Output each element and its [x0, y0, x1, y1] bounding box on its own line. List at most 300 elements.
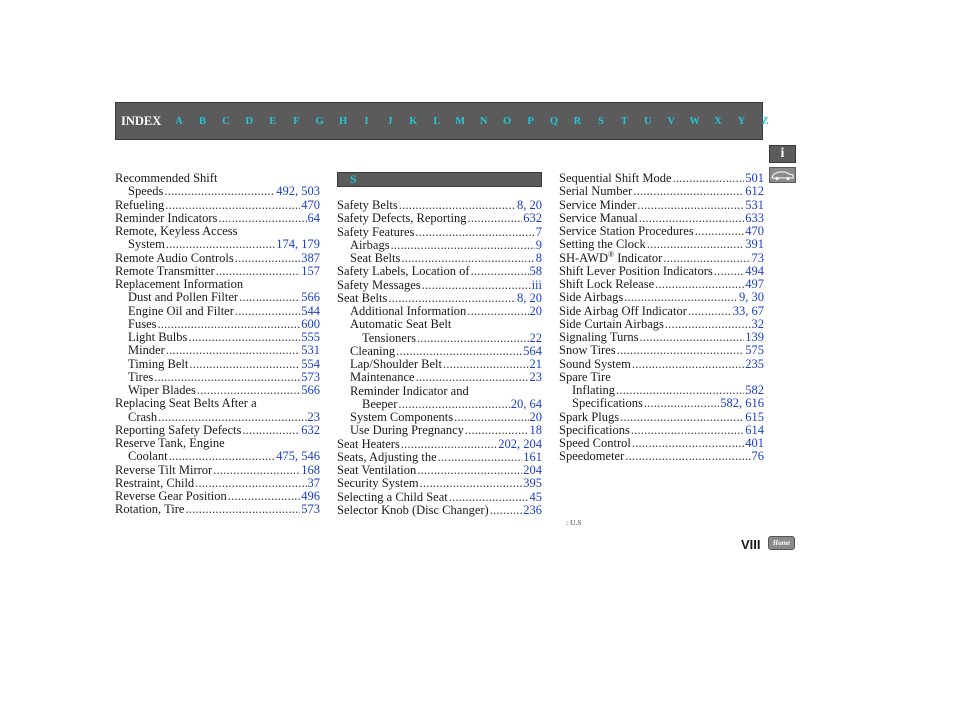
index-entry[interactable] [559, 278, 764, 291]
dot-leader [185, 503, 300, 516]
index-entry-text: Safety Defects, Reporting [337, 211, 467, 226]
page-reference-link[interactable]: 531 [301, 343, 320, 358]
index-entry[interactable] [115, 185, 320, 198]
index-entry[interactable] [115, 384, 320, 397]
index-entry-text: Spark Plugs [559, 409, 620, 424]
index-nav-bar [115, 102, 769, 140]
page-reference-link[interactable]: 632 [301, 422, 320, 437]
dot-leader [467, 212, 522, 225]
page-reference-link[interactable]: 235 [745, 356, 764, 371]
index-entry-text: Minder [128, 343, 165, 358]
index-entry[interactable] [559, 358, 764, 371]
index-entry-text: Sequential Shift Mode [559, 171, 672, 185]
index-entry[interactable] [559, 411, 764, 424]
index-entry-text: Reminder Indicator and [350, 383, 469, 398]
dot-leader [399, 199, 516, 212]
dot-leader [398, 398, 509, 411]
index-entry-text: Tires [128, 369, 154, 384]
dot-leader [164, 185, 275, 198]
index-entry-text: Cleaning [350, 343, 396, 358]
page-reference-link[interactable]: 157 [301, 263, 320, 278]
index-entry[interactable] [559, 344, 764, 357]
index-entry[interactable] [559, 318, 764, 331]
index-entry[interactable] [115, 503, 320, 516]
index-entry [559, 371, 764, 384]
dot-leader [644, 397, 719, 410]
page-reference-link[interactable]: 564 [523, 343, 542, 358]
dot-leader [665, 318, 751, 331]
page-reference-link[interactable]: 555 [301, 330, 320, 344]
page-reference-link[interactable]: 18 [529, 423, 542, 438]
index-entry[interactable] [337, 464, 542, 477]
page-reference-link[interactable]: 8 [535, 251, 542, 265]
info-icon: i [780, 146, 785, 161]
dot-leader [633, 185, 744, 198]
index-entry[interactable] [115, 238, 320, 251]
index-entry[interactable] [337, 292, 542, 305]
index-entry-text: Specifications [559, 422, 630, 437]
index-entry[interactable] [337, 199, 542, 212]
index-entry[interactable] [115, 252, 320, 265]
page-reference-link[interactable]: 9 [535, 237, 542, 252]
page-reference-link[interactable]: 566 [301, 290, 320, 305]
dot-leader [416, 371, 529, 384]
dot-leader [616, 384, 744, 397]
index-letter-z[interactable]: Z [761, 115, 769, 127]
dot-leader [195, 477, 306, 490]
page-reference-link[interactable]: 632 [523, 211, 542, 226]
index-entry-text: Seat Heaters [337, 436, 400, 451]
index-letter-f[interactable]: F [292, 115, 300, 127]
dot-leader [401, 252, 534, 265]
dot-leader [647, 238, 744, 251]
dot-leader [443, 358, 529, 371]
index-entry[interactable] [115, 450, 320, 463]
index-letter-i[interactable]: I [364, 115, 369, 127]
page-reference-link[interactable]: 573 [301, 502, 320, 517]
index-entry[interactable] [115, 371, 320, 384]
index-entry-text: Engine Oil and Filter [128, 303, 234, 318]
index-letter-s[interactable]: S [597, 115, 604, 127]
dot-leader [420, 477, 523, 490]
index-entry-text: Automatic Seat Belt [350, 317, 452, 332]
page-reference-link[interactable]: 600 [301, 316, 320, 331]
index-letter-y[interactable]: Y [737, 115, 746, 127]
index-entry-text: Tensioners [362, 330, 416, 345]
index-entry[interactable] [115, 318, 320, 331]
index-entry-text: Timing Belt [128, 356, 189, 371]
index-letter-m[interactable]: M [455, 115, 466, 127]
index-letter-q[interactable]: Q [549, 115, 559, 127]
dot-leader [213, 464, 300, 477]
page-reference-link[interactable]: 475, 546 [276, 449, 320, 464]
index-entry[interactable] [115, 212, 320, 225]
index-entry[interactable] [559, 238, 764, 251]
index-letter-x[interactable]: X [714, 115, 722, 127]
dot-leader [158, 411, 306, 424]
index-entry[interactable] [337, 279, 542, 292]
dot-leader [197, 384, 300, 397]
dot-leader [157, 318, 300, 331]
page-reference-link[interactable]: 20 [529, 410, 542, 424]
index-entry-text: Safety Messages [337, 277, 421, 292]
index-letter-u[interactable]: U [643, 115, 652, 127]
index-letter-o[interactable]: O [503, 115, 512, 127]
index-entry-text: Wiper Blades [128, 383, 196, 397]
index-entry[interactable] [115, 490, 320, 503]
index-entry[interactable] [559, 291, 764, 304]
index-entry-text: System Components [350, 410, 454, 424]
index-entry[interactable] [559, 305, 764, 318]
index-entry-text: Spare Tire [559, 369, 611, 384]
dot-leader [449, 491, 529, 504]
page-reference-link[interactable]: 161 [523, 449, 542, 464]
index-entry [115, 172, 320, 185]
index-letter-k[interactable]: K [409, 115, 418, 127]
index-entry-text: System [128, 237, 165, 252]
index-letter-l[interactable]: L [433, 115, 441, 127]
page-reference-link[interactable]: 582, 616 [720, 396, 764, 411]
index-entry[interactable] [559, 265, 764, 278]
index-entry[interactable] [559, 199, 764, 212]
page-reference-link[interactable]: 8, 20 [517, 198, 542, 212]
dot-leader [218, 212, 306, 225]
page-reference-link[interactable]: 401 [745, 436, 764, 450]
index-entry[interactable] [559, 437, 764, 450]
index-letter-a[interactable]: A [175, 115, 183, 127]
dot-leader [688, 305, 732, 318]
index-entry-text: Service Station Procedures [559, 224, 694, 238]
index-column-2 [337, 172, 542, 517]
page-reference-link[interactable]: 58 [529, 264, 542, 279]
index-entry [115, 437, 320, 450]
index-entry[interactable] [559, 397, 764, 410]
dot-leader [663, 252, 750, 265]
index-entry-text: Reporting Safety Defects [115, 422, 242, 437]
index-entry-text: Setting the Clock [559, 237, 646, 252]
car-button[interactable] [769, 167, 796, 183]
page-reference-link[interactable]: 497 [745, 277, 764, 291]
page-reference-link[interactable]: 492, 503 [276, 184, 320, 199]
dot-leader [490, 504, 523, 517]
index-letter-links [167, 116, 776, 127]
index-entry[interactable] [337, 239, 542, 252]
dot-leader [239, 291, 300, 304]
dot-leader [242, 424, 300, 437]
dot-leader [471, 265, 529, 278]
index-entry-text: Refueling [115, 197, 165, 212]
page-reference-link[interactable]: 32 [751, 316, 764, 331]
page-reference-link[interactable]: 554 [301, 356, 320, 371]
index-entry[interactable] [337, 265, 542, 278]
index-entry[interactable] [337, 305, 542, 318]
dot-leader [673, 172, 745, 185]
index-entry [115, 397, 320, 410]
dot-leader [632, 358, 744, 371]
index-entry[interactable] [337, 438, 542, 451]
index-entry[interactable] [115, 424, 320, 437]
page-reference-link[interactable]: 236 [523, 502, 542, 517]
page-reference-link[interactable]: 573 [301, 369, 320, 384]
index-entry-text: Remote Audio Controls [115, 250, 234, 265]
index-entry[interactable] [337, 358, 542, 371]
index-entry[interactable] [115, 291, 320, 304]
index-entry[interactable] [337, 411, 542, 424]
index-entry-text: Seat Belts [337, 290, 388, 305]
index-entry-text: Restraint, Child [115, 475, 195, 490]
index-letter-g[interactable]: G [315, 115, 324, 127]
dot-leader [625, 450, 750, 463]
index-letter-t[interactable]: T [620, 115, 628, 127]
index-entry-text: Side Airbag Off Indicator [559, 303, 687, 318]
index-entry-text: Reminder Indicators [115, 210, 218, 225]
index-entry[interactable] [559, 185, 764, 198]
index-label: INDEX [121, 113, 162, 128]
index-entry-text: Seats, Adjusting the [337, 449, 437, 464]
index-entry-text: Selector Knob (Disc Changer) [337, 502, 489, 517]
index-entry[interactable] [559, 450, 764, 463]
index-entry-text: Lap/Shoulder Belt [350, 357, 442, 371]
dot-leader [417, 332, 529, 345]
page-reference-link[interactable]: 614 [745, 422, 764, 437]
index-entry [337, 385, 542, 398]
page-reference-link[interactable]: 202, 204 [498, 436, 542, 451]
index-entry[interactable] [337, 504, 542, 517]
index-entry-text: Shift Lock Release [559, 277, 655, 291]
index-entry-text: Service Manual [559, 210, 638, 225]
page-reference-link[interactable]: 73 [751, 250, 764, 265]
index-entry[interactable] [337, 451, 542, 464]
dot-leader [165, 199, 300, 212]
dot-leader [417, 464, 522, 477]
index-entry[interactable] [337, 477, 542, 490]
dot-leader [695, 225, 745, 238]
index-entry-text: Coolant [128, 449, 168, 464]
dot-leader [166, 238, 275, 251]
dot-leader [388, 292, 516, 305]
index-entry[interactable] [337, 424, 542, 437]
page-reference-link[interactable]: 544 [301, 303, 320, 318]
page-reference-link[interactable]: 501 [745, 171, 764, 185]
dot-leader [454, 411, 528, 424]
page-reference-link[interactable]: 20, 64 [510, 396, 542, 411]
index-entry-text: Seat Belts [350, 251, 401, 265]
page-reference-link[interactable]: 33, 67 [732, 303, 764, 318]
page-reference-link[interactable]: 582 [745, 383, 764, 397]
page-reference-link[interactable]: iii [531, 277, 542, 292]
dot-leader [624, 291, 738, 304]
dot-leader [422, 279, 531, 292]
index-entry [337, 318, 542, 331]
index-entry[interactable] [559, 424, 764, 437]
page-reference-link[interactable]: 23 [529, 370, 542, 385]
index-entry-text: Remote Transmitter [115, 263, 215, 278]
index-entry-text: Remote, Keyless Access [115, 224, 238, 238]
page-reference-link[interactable]: 8, 20 [517, 290, 542, 305]
index-entry [115, 225, 320, 238]
index-entry[interactable] [559, 172, 764, 185]
index-entry[interactable] [337, 332, 542, 345]
index-entry[interactable] [115, 464, 320, 477]
dot-leader [655, 278, 744, 291]
index-entry[interactable] [559, 331, 764, 344]
page-reference-link[interactable]: 470 [301, 197, 320, 212]
index-entry-text: Rotation, Tire [115, 502, 185, 517]
index-entry-text: Light Bulbs [128, 330, 188, 344]
dot-leader [235, 305, 300, 318]
page-reference-link[interactable]: 22 [529, 330, 542, 345]
dot-leader [228, 490, 300, 503]
index-entry-text: Speeds [128, 184, 164, 199]
index-entry[interactable] [115, 305, 320, 318]
index-entry-text: Crash [128, 409, 158, 424]
dot-leader [415, 226, 534, 239]
index-letter-w[interactable]: W [689, 115, 700, 127]
page-reference-link[interactable]: 9, 30 [739, 290, 764, 305]
dot-leader [188, 331, 300, 344]
page-reference-link[interactable]: 395 [523, 476, 542, 491]
index-entry-text: Safety Features [337, 224, 415, 239]
page-reference-link[interactable]: 387 [301, 250, 320, 265]
page-reference-link[interactable]: 575 [745, 343, 764, 358]
index-entry-text: Dust and Pollen Filter [128, 290, 239, 305]
index-entry-text: Snow Tires [559, 343, 616, 358]
page-reference-link[interactable]: 64 [307, 210, 320, 225]
index-entry-text: Signaling Turns [559, 330, 639, 344]
index-letter-e[interactable]: E [269, 115, 277, 127]
index-entry[interactable] [337, 491, 542, 504]
index-entry[interactable] [115, 265, 320, 278]
page-reference-link[interactable]: 615 [745, 409, 764, 424]
index-entry[interactable] [115, 199, 320, 212]
index-entry[interactable] [115, 358, 320, 371]
dot-leader [637, 199, 744, 212]
page-reference-link[interactable]: 531 [745, 197, 764, 212]
index-entry-text: Service Minder [559, 197, 637, 212]
index-entry-text: Serial Number [559, 184, 633, 199]
index-letter-h[interactable]: H [338, 115, 348, 127]
dot-leader [401, 438, 497, 451]
dot-leader [467, 305, 528, 318]
index-entry[interactable] [115, 477, 320, 490]
index-entry-text: Fuses [128, 316, 157, 331]
index-entry [115, 278, 320, 291]
page-reference-link[interactable]: 76 [751, 449, 764, 464]
index-entry-text: Replacement Information [115, 277, 244, 291]
index-letter-d[interactable]: D [245, 115, 254, 127]
index-entry[interactable] [115, 411, 320, 424]
section-header-s: S [337, 172, 542, 187]
index-entry[interactable] [337, 345, 542, 358]
page-reference-link[interactable]: 37 [307, 475, 320, 490]
index-entry-text: Reserve Tank, Engine [115, 436, 225, 450]
page-reference-link[interactable]: 7 [535, 224, 542, 239]
footnote: : U.S [566, 518, 582, 527]
dot-leader [216, 265, 301, 278]
index-entry-text: Security System [337, 476, 419, 491]
dot-leader [154, 371, 300, 384]
index-letter-j[interactable]: J [387, 115, 393, 127]
index-entry[interactable] [559, 249, 764, 265]
index-entry-text: Selecting a Child Seat [337, 489, 448, 504]
dot-leader [166, 344, 300, 357]
index-entry[interactable] [337, 212, 542, 225]
index-entry-text: Speed Control [559, 436, 631, 450]
page-reference-link[interactable]: 174, 179 [276, 237, 320, 252]
index-entry[interactable] [337, 226, 542, 239]
page-reference-link[interactable]: 204 [523, 463, 542, 477]
index-entry-text: Seat Ventilation [337, 463, 417, 477]
index-entry[interactable] [559, 225, 764, 238]
page-reference-link[interactable]: 45 [529, 489, 542, 504]
page-reference-link[interactable]: 391 [745, 237, 764, 252]
index-entry[interactable] [559, 212, 764, 225]
dot-leader [465, 424, 529, 437]
home-icon: Home [772, 539, 791, 547]
index-column-3 [559, 172, 764, 464]
page-reference-link[interactable]: 566 [301, 383, 320, 397]
index-letter-p[interactable]: P [527, 115, 534, 127]
index-letter-c[interactable]: C [222, 115, 230, 127]
index-entry-text: Use During Pregnancy [350, 423, 464, 438]
dot-leader [620, 411, 744, 424]
index-entry-text: Recommended Shift [115, 171, 218, 185]
info-button[interactable] [769, 145, 796, 163]
page-reference-link[interactable]: 168 [301, 462, 320, 477]
index-entry-text: Sound System [559, 356, 631, 371]
index-entry-text: Beeper [362, 396, 398, 411]
page-reference-link[interactable]: 496 [301, 489, 320, 503]
index-column-1 [115, 172, 320, 517]
dot-leader [189, 358, 300, 371]
index-entry-text: Safety Belts [337, 198, 398, 212]
index-entry-text: Reverse Tilt Mirror [115, 462, 213, 477]
index-letter-n[interactable]: N [479, 115, 488, 127]
page-reference-link[interactable]: 139 [745, 330, 764, 344]
index-letter-v[interactable]: V [667, 115, 675, 127]
page-reference-link[interactable]: 20 [529, 304, 542, 318]
index-entry[interactable] [115, 344, 320, 357]
page-reference-link[interactable]: 612 [745, 184, 764, 199]
index-entry[interactable] [559, 384, 764, 397]
index-entry[interactable] [115, 331, 320, 344]
dot-leader [617, 344, 745, 357]
index-entry[interactable] [337, 398, 542, 411]
page-reference-link[interactable]: 633 [745, 210, 764, 225]
index-entry-text: Side Curtain Airbags [559, 316, 664, 331]
index-entry[interactable] [337, 371, 542, 384]
dot-leader [169, 450, 276, 463]
index-entry-text: SH-AWD® Indicator [559, 249, 663, 265]
page-reference-link[interactable]: 23 [307, 409, 320, 424]
dot-leader [632, 437, 744, 450]
home-button[interactable] [768, 536, 795, 550]
index-entry-text: Side Airbags [559, 290, 624, 305]
car-icon [770, 168, 795, 182]
page-reference-link[interactable]: 494 [745, 263, 764, 278]
index-entry-text: Replacing Seat Belts After a [115, 396, 257, 411]
dot-leader [631, 424, 744, 437]
dot-leader [391, 239, 535, 252]
dot-leader [235, 252, 301, 265]
page-reference-link[interactable]: 21 [529, 357, 542, 371]
index-entry-text: Inflating [572, 383, 616, 397]
page-reference-link[interactable]: 470 [745, 224, 764, 238]
index-entry[interactable] [337, 252, 542, 265]
index-entry-text: Shift Lever Position Indicators [559, 263, 713, 278]
index-letter-b[interactable]: B [198, 115, 206, 127]
index-letter-r[interactable]: R [573, 115, 582, 127]
